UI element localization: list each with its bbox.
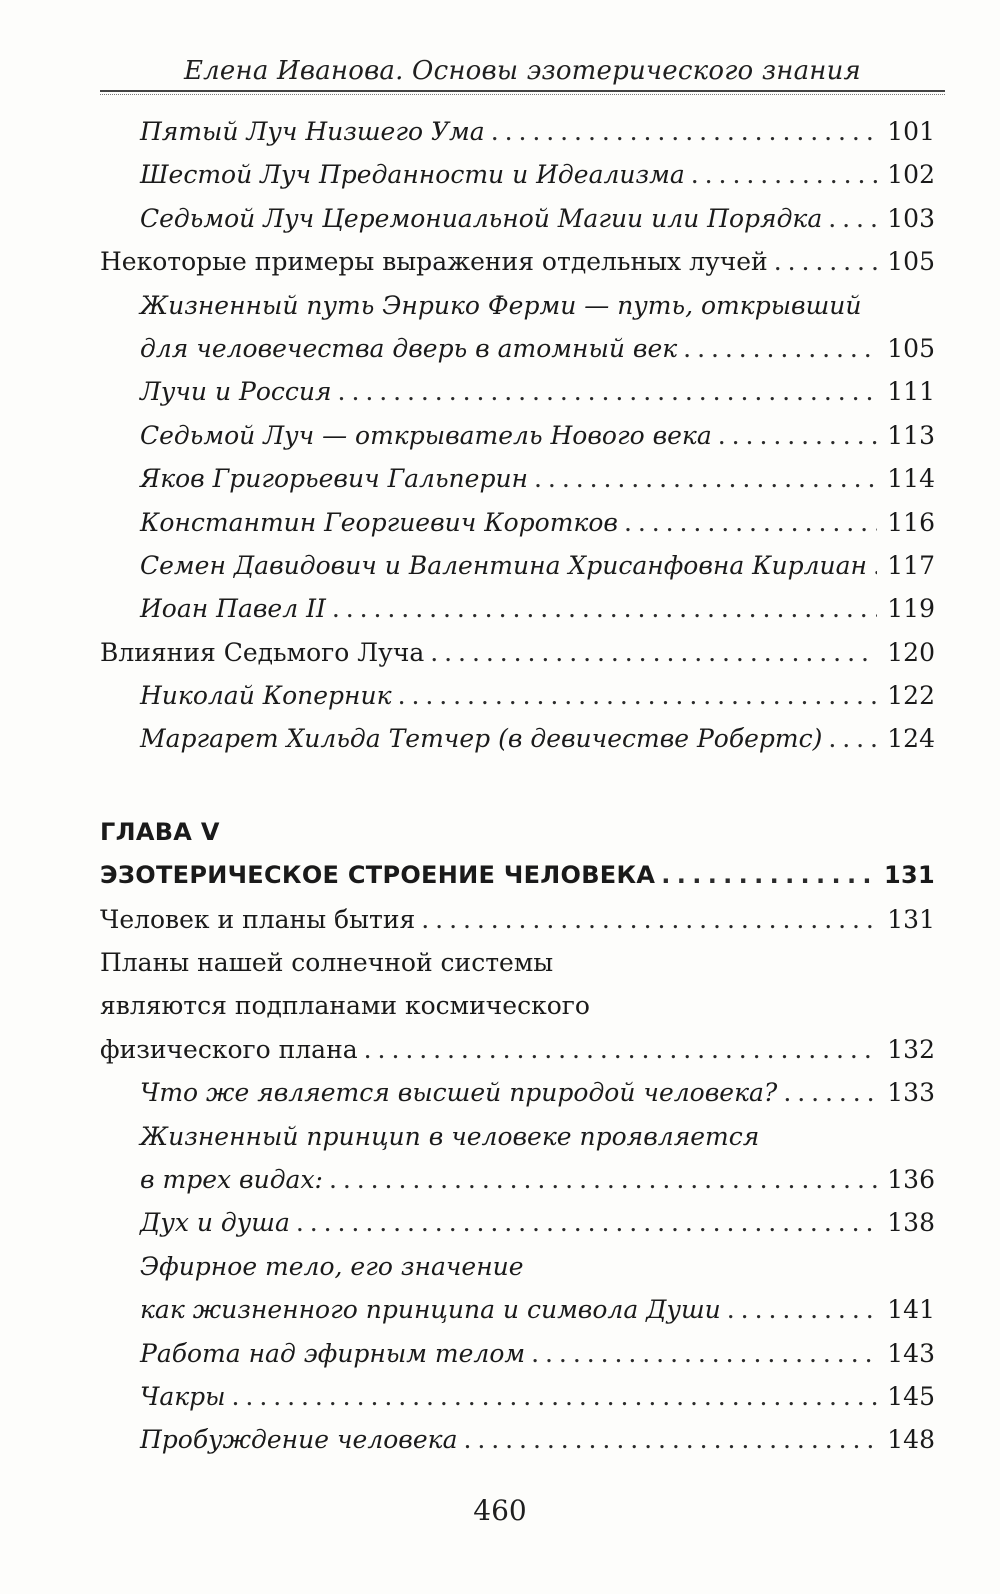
toc-entry-title: Седьмой Луч Церемониальной Магии или Порядка xyxy=(140,203,823,233)
toc-entry xyxy=(0,631,1000,674)
toc-entry xyxy=(0,370,1000,413)
toc-leader-dots xyxy=(364,1028,877,1071)
toc-entry xyxy=(0,941,1000,984)
toc-entry-title: как жизненного принципа и символа Души xyxy=(140,1295,721,1325)
toc-leader-dots xyxy=(727,1288,877,1331)
toc-entry-title: Константин Георгиевич Коротков xyxy=(140,507,618,537)
toc-entry-title: Иоан Павел II xyxy=(140,594,326,624)
toc-entry-title: Работа над эфирным телом xyxy=(140,1338,526,1368)
toc-entry xyxy=(0,1201,1000,1244)
toc-entry-title: в трех видах: xyxy=(140,1164,323,1194)
toc-leader-dots xyxy=(828,197,877,240)
toc-entry xyxy=(0,1071,1000,1114)
toc-page-number: 145 xyxy=(887,1381,935,1411)
toc-entry-title: являются подпланами космического xyxy=(100,991,590,1021)
toc-entry-title: Дух и душа xyxy=(140,1208,290,1238)
toc-leader-dots xyxy=(329,1158,877,1201)
toc-entry xyxy=(0,587,1000,630)
toc-page-number: 131 xyxy=(884,861,935,890)
toc-entry xyxy=(0,457,1000,500)
toc-leader-dots xyxy=(683,327,877,370)
toc-entry-title: Яков Григорьевич Гальперин xyxy=(140,464,529,494)
toc-entry-title: Планы нашей солнечной системы xyxy=(100,948,554,978)
toc-entry xyxy=(0,544,1000,587)
toc-page-number: 131 xyxy=(887,904,935,934)
toc-entry xyxy=(0,327,1000,370)
toc-leader-dots xyxy=(232,1375,877,1418)
toc-entry xyxy=(0,1115,1000,1158)
toc-entry xyxy=(0,717,1000,760)
toc-leader-dots xyxy=(873,544,877,587)
toc-page-number: 120 xyxy=(887,637,935,667)
toc-entry-title: Жизненный путь Энрико Ферми — путь, открывший xyxy=(140,290,862,320)
toc-entry-title: Пятый Луч Низшего Ума xyxy=(140,117,485,146)
toc-leader-dots xyxy=(338,370,877,413)
toc-leader-dots xyxy=(398,674,877,717)
toc-page-number: 132 xyxy=(887,1034,935,1064)
toc-entry xyxy=(0,1158,1000,1201)
toc-leader-dots xyxy=(774,240,877,283)
toc-entry xyxy=(0,898,1000,941)
toc-leader-dots xyxy=(332,587,877,630)
toc-leader-dots xyxy=(783,1071,877,1114)
toc-entry xyxy=(0,197,1000,240)
toc-leader-dots xyxy=(463,1418,877,1461)
toc-page-number: 119 xyxy=(887,594,935,624)
toc-page-number: 114 xyxy=(887,464,935,494)
toc-leader-dots xyxy=(691,153,877,196)
toc-page-number: 136 xyxy=(887,1164,935,1194)
toc-page-number: 122 xyxy=(887,681,935,711)
toc-entry-title: Влияния Седьмого Луча xyxy=(100,637,425,667)
header-rule-dotted xyxy=(100,94,945,95)
toc-entry xyxy=(0,501,1000,544)
toc-entry-title: Семен Давидович и Валентина Хрисанфовна Кирлиан xyxy=(140,550,868,580)
header-rule xyxy=(100,90,945,92)
toc-entry-title: Лучи и Россия xyxy=(140,377,332,407)
toc-entry xyxy=(0,674,1000,717)
toc-entry xyxy=(0,1375,1000,1418)
toc-leader-dots xyxy=(296,1201,877,1244)
toc-entry-title: Человек и планы бытия xyxy=(100,904,416,934)
toc-page-number: 133 xyxy=(887,1078,935,1108)
toc-entry xyxy=(0,1028,1000,1071)
toc-entry-title: Седьмой Луч — открыватель Нового века xyxy=(140,420,712,450)
toc-page-number: 102 xyxy=(887,160,935,190)
toc-leader-dots xyxy=(534,457,877,500)
toc-entry xyxy=(0,110,1000,153)
toc-entry xyxy=(0,1332,1000,1375)
toc-leader-dots xyxy=(531,1332,877,1375)
toc-page-number: 117 xyxy=(887,550,935,580)
running-head: Елена Иванова. Основы эзотерического знания xyxy=(184,56,861,86)
toc-spacer xyxy=(0,761,1000,811)
toc-page-number: 138 xyxy=(887,1208,935,1238)
toc-page-number: 113 xyxy=(887,420,935,450)
toc-entry-title: физического плана xyxy=(100,1034,358,1064)
toc-page-number: 143 xyxy=(887,1338,935,1368)
toc-leader-dots xyxy=(828,717,877,760)
toc-chapter-heading xyxy=(0,811,1000,854)
toc-entry-title: Эфирное тело, его значение xyxy=(140,1251,524,1281)
toc-leader-dots xyxy=(661,854,877,897)
toc-page-number: 105 xyxy=(887,333,935,363)
toc-entry-title: Чакры xyxy=(140,1381,226,1411)
toc-leader-dots xyxy=(718,414,877,457)
toc-page-number: 105 xyxy=(887,247,935,277)
toc-page-number: 116 xyxy=(887,507,935,537)
toc-entry xyxy=(0,1418,1000,1461)
toc-entry xyxy=(0,284,1000,327)
toc-chapter-heading xyxy=(0,854,1000,897)
toc-page-number: 103 xyxy=(887,203,935,233)
toc-entry-title: Некоторые примеры выражения отдельных лучей xyxy=(100,247,768,277)
toc-entry xyxy=(0,984,1000,1027)
toc-entry-title: Жизненный принцип в человеке проявляется xyxy=(140,1121,760,1151)
page-number: 460 xyxy=(473,1494,527,1527)
toc-page-number: 101 xyxy=(887,117,935,146)
toc-entry-title: ЭЗОТЕРИЧЕСКОЕ СТРОЕНИЕ ЧЕЛОВЕКА xyxy=(100,861,656,890)
toc-entry-title: для человечества дверь в атомный век xyxy=(140,333,678,363)
toc-entry-title: ГЛАВА V xyxy=(100,817,220,846)
toc-entry xyxy=(0,1288,1000,1331)
toc-entry xyxy=(0,414,1000,457)
toc-entry-title: Маргарет Хильда Тетчер (в девичестве Робертс) xyxy=(140,724,823,754)
toc-leader-dots xyxy=(421,898,877,941)
toc-entry xyxy=(0,240,1000,283)
toc-leader-dots xyxy=(624,501,877,544)
toc-entry-title: Шестой Луч Преданности и Идеализма xyxy=(140,160,685,190)
toc-page-number: 148 xyxy=(887,1425,935,1455)
table-of-contents xyxy=(0,110,1000,1462)
toc-leader-dots xyxy=(491,110,877,153)
toc-page-number: 124 xyxy=(887,724,935,754)
toc-entry xyxy=(0,153,1000,196)
toc-entry-title: Николай Коперник xyxy=(140,681,392,711)
toc-page-number: 141 xyxy=(887,1295,935,1325)
toc-entry xyxy=(0,1245,1000,1288)
toc-entry-title: Что же является высшей природой человека? xyxy=(140,1078,778,1108)
toc-entry-title: Пробуждение человека xyxy=(140,1425,458,1455)
toc-leader-dots xyxy=(430,631,877,674)
toc-page-number: 111 xyxy=(887,377,935,407)
